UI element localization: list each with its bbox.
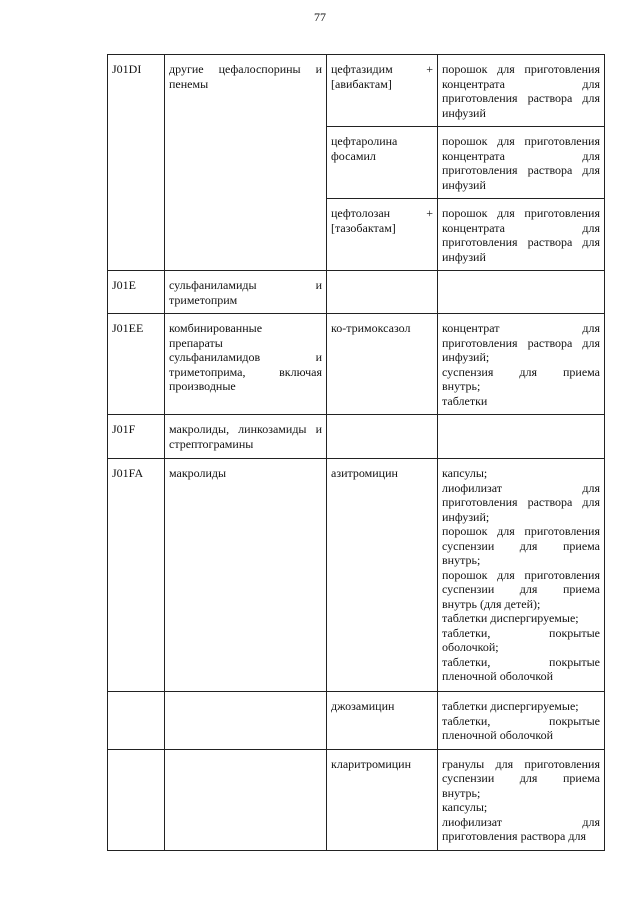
dosage-form-cell-line: внутрь;: [442, 553, 481, 567]
atc-code-cell: J01EE: [108, 314, 165, 415]
dosage-form-cell: [438, 459, 605, 692]
group-cell-line: стрептограмины: [169, 436, 254, 451]
drug-name-cell-line: цефтазидим +: [331, 62, 433, 76]
group-cell-line: макролиды: [169, 466, 227, 480]
atc-code-cell: J01F: [108, 415, 165, 459]
empty-cell: [438, 415, 605, 459]
table-row: [108, 55, 605, 127]
dosage-form-cell: [438, 199, 605, 271]
table-row: [108, 459, 605, 692]
dosage-form-cell-line: порошок для приготовления: [442, 134, 600, 148]
dosage-form-cell: [438, 749, 605, 850]
page-number: 77: [314, 10, 326, 24]
empty-cell: [165, 749, 327, 850]
drug-name-cell-line: цефтаролина: [331, 134, 398, 148]
dosage-form-cell-line: концентрат для: [442, 321, 600, 335]
dosage-form-cell-line: внутрь;: [442, 379, 481, 393]
dosage-form-cell-line: инфузий: [442, 177, 486, 192]
empty-cell: [108, 749, 165, 850]
table-row: [108, 692, 605, 750]
dosage-form-cell: [438, 314, 605, 415]
dosage-form-cell-line: лиофилизат для: [442, 480, 600, 495]
table-row: [108, 314, 605, 415]
dosage-form-cell-line: приготовления раствора для: [442, 495, 600, 509]
atc-code-cell: J01FA: [108, 459, 165, 692]
dosage-form-cell-line: пленочной оболочкой: [442, 728, 554, 742]
dosage-form-cell-line: внутрь (для детей);: [442, 596, 541, 611]
group-cell-line: другие цефалоспорины и: [169, 62, 322, 76]
table-row: [108, 749, 605, 850]
empty-cell: [108, 692, 165, 750]
drug-name-cell: [327, 459, 438, 692]
group-cell-line: триметоприм: [169, 292, 238, 307]
dosage-form-cell-line: пленочной оболочкой: [442, 669, 554, 683]
group-cell-line: комбинированные: [169, 321, 263, 335]
group-cell: [165, 271, 327, 314]
group-cell: [165, 415, 327, 459]
drug-name-cell-line: [тазобактам]: [331, 220, 396, 235]
drug-name-cell-line: ко-тримоксазол: [331, 321, 411, 335]
dosage-form-cell-line: приготовления раствора для: [442, 91, 600, 105]
dosage-form-cell-line: суспензии для приема: [442, 538, 600, 553]
dosage-form-cell-line: лиофилизат для: [442, 814, 600, 829]
dosage-form-cell-line: суспензия для приема: [442, 364, 600, 379]
drug-table: [107, 54, 605, 851]
drug-name-cell: [327, 199, 438, 271]
dosage-form-cell-line: гранулы для приготовления: [442, 756, 600, 771]
drug-name-cell-line: азитромицин: [331, 466, 398, 480]
dosage-form-cell-line: суспензии для приема: [442, 582, 600, 596]
dosage-form-cell: [438, 55, 605, 127]
group-cell-line: производные: [169, 379, 236, 393]
group-cell: [165, 314, 327, 415]
dosage-form-cell-line: таблетки диспергируемые;: [442, 611, 579, 625]
atc-code-cell: J01DI: [108, 55, 165, 271]
group-cell-line: сульфаниламиды и: [169, 278, 322, 292]
group-cell-line: сульфаниламидов и: [169, 350, 322, 364]
empty-cell: [327, 415, 438, 459]
empty-cell: [327, 271, 438, 314]
dosage-form-cell-line: инфузий;: [442, 350, 490, 364]
dosage-form-cell-line: оболочкой;: [442, 640, 499, 654]
drug-name-cell-line: цефтолозан +: [331, 206, 433, 220]
dosage-form-cell-line: приготовления раствора для: [442, 235, 600, 249]
group-cell-line: макролиды, линкозамиды и: [169, 422, 322, 436]
group-cell-line: пенемы: [169, 76, 209, 91]
drug-name-cell: [327, 127, 438, 199]
table-row: [108, 415, 605, 459]
group-cell-line: препараты: [169, 335, 223, 350]
drug-name-cell-line: фосамил: [331, 148, 376, 163]
dosage-form-cell-line: капсулы;: [442, 466, 488, 480]
dosage-form-cell-line: приготовления раствора для: [442, 829, 586, 843]
dosage-form-cell-line: порошок для приготовления: [442, 62, 600, 76]
dosage-form-cell: [438, 692, 605, 750]
dosage-form-cell-line: капсулы;: [442, 800, 488, 814]
drug-name-cell: [327, 55, 438, 127]
drug-name-cell-line: джозамицин: [331, 699, 395, 713]
dosage-form-cell-line: концентрата для: [442, 148, 600, 163]
dosage-form-cell-line: таблетки, покрытые: [442, 654, 600, 669]
drug-name-cell-line: кларитромицин: [331, 756, 412, 771]
dosage-form-cell-line: инфузий;: [442, 509, 490, 524]
dosage-form-cell-line: таблетки: [442, 393, 488, 408]
dosage-form-cell-line: инфузий: [442, 105, 486, 120]
empty-cell: [438, 271, 605, 314]
dosage-form-cell-line: таблетки, покрытые: [442, 625, 600, 640]
empty-cell: [165, 692, 327, 750]
dosage-form-cell-line: приготовления раствора для: [442, 163, 600, 177]
atc-code-cell: J01E: [108, 271, 165, 314]
dosage-form-cell-line: инфузий: [442, 249, 486, 264]
dosage-form-cell-line: концентрата для: [442, 220, 600, 235]
dosage-form-cell-line: внутрь;: [442, 785, 481, 800]
group-cell: [165, 459, 327, 692]
drug-name-cell: [327, 314, 438, 415]
dosage-form-cell-line: порошок для приготовления: [442, 567, 600, 582]
dosage-form-cell-line: порошок для приготовления: [442, 524, 600, 538]
dosage-form-cell-line: таблетки, покрытые: [442, 713, 600, 728]
group-cell: [165, 55, 327, 271]
drug-name-cell: [327, 749, 438, 850]
dosage-form-cell-line: концентрата для: [442, 76, 600, 91]
table-row: [108, 271, 605, 314]
dosage-form-cell: [438, 127, 605, 199]
drug-name-cell-line: [авибактам]: [331, 76, 392, 91]
drug-name-cell: [327, 692, 438, 750]
dosage-form-cell-line: суспензии для приема: [442, 771, 600, 785]
dosage-form-cell-line: порошок для приготовления: [442, 206, 600, 220]
dosage-form-cell-line: приготовления раствора для: [442, 335, 600, 350]
dosage-form-cell-line: таблетки диспергируемые;: [442, 699, 579, 713]
group-cell-line: триметоприма, включая: [169, 364, 322, 379]
